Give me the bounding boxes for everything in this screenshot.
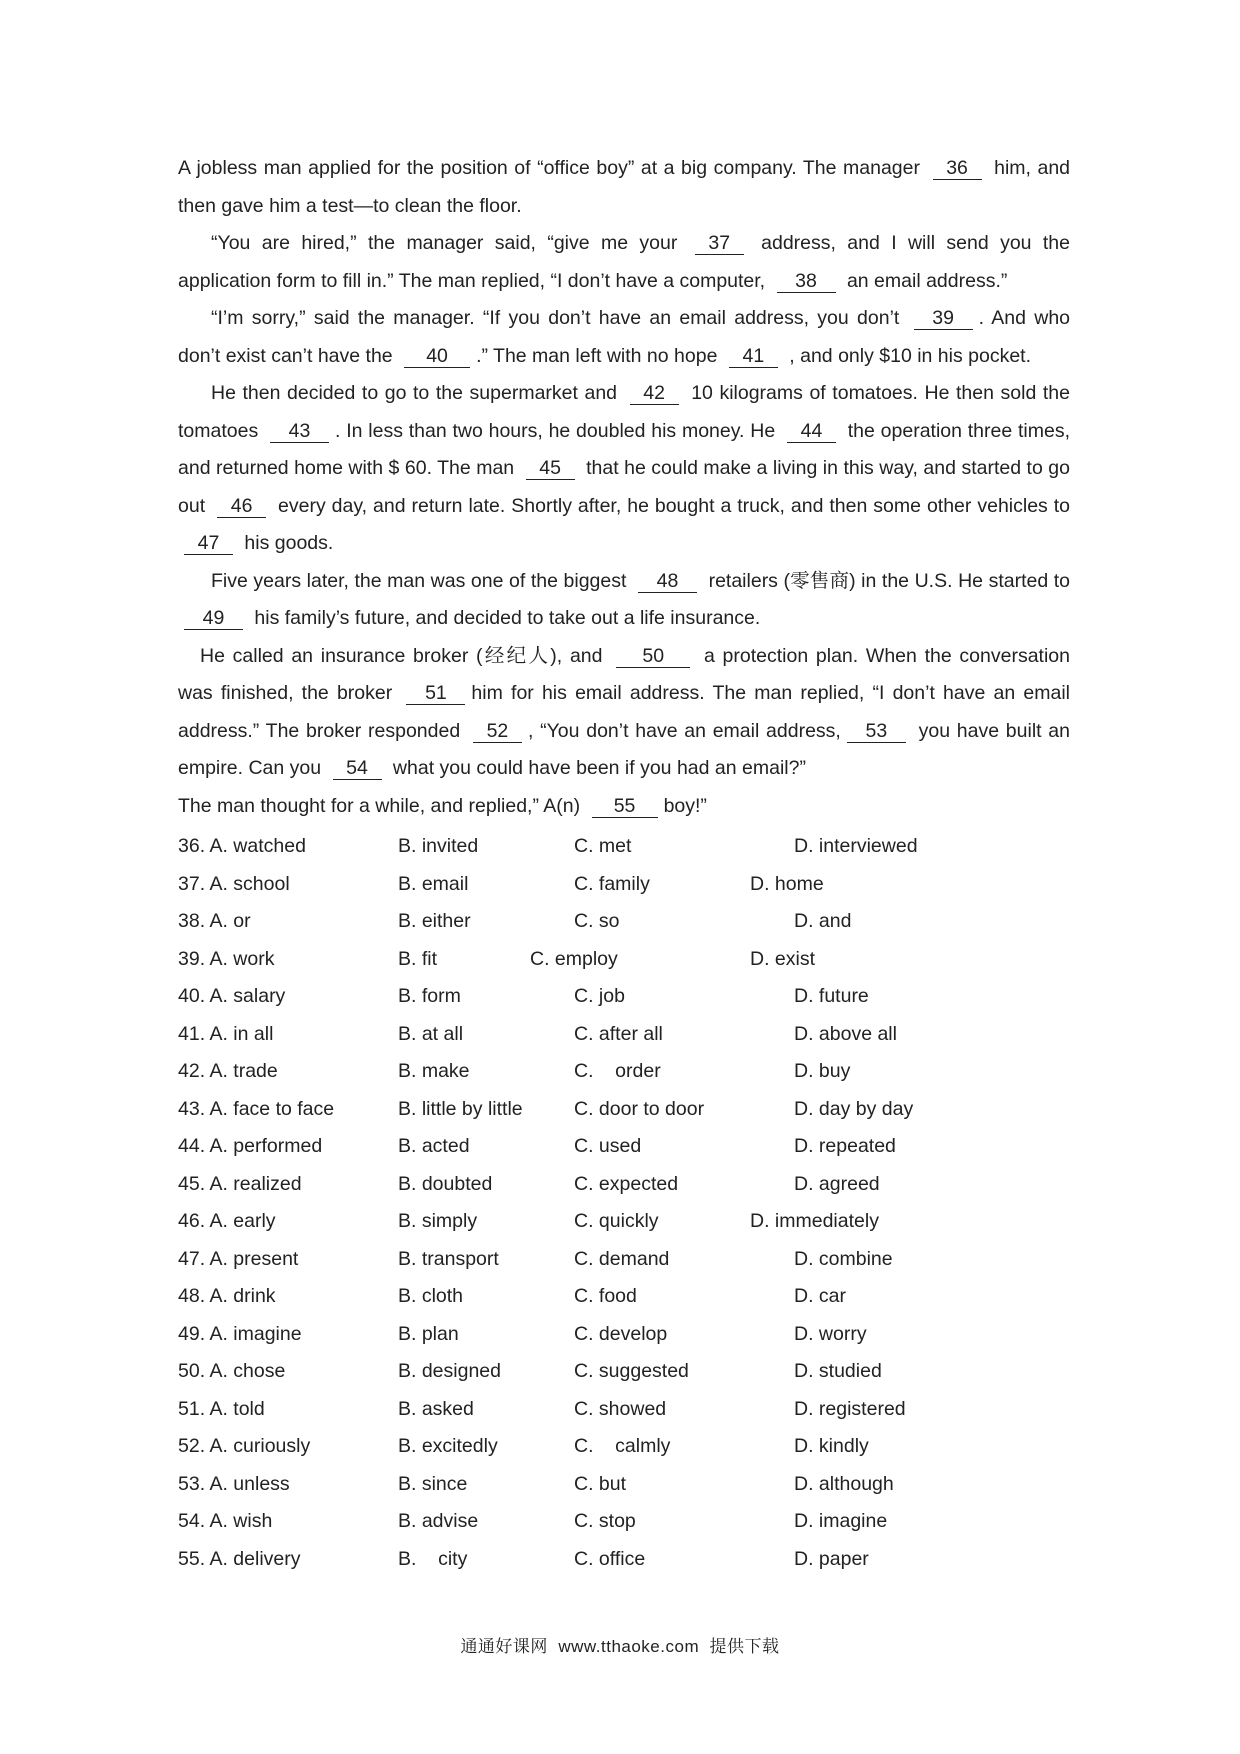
- option-d: D. immediately: [750, 1210, 879, 1232]
- blank-54: 54: [333, 757, 382, 780]
- passage-text: The man thought for a while, and replied,” A(n): [178, 794, 581, 817]
- blank-52: 52: [473, 720, 522, 743]
- option-d: D. and: [794, 910, 852, 932]
- option-c: C. suggested: [574, 1360, 689, 1382]
- option-a: 40. A. salary: [178, 985, 286, 1007]
- option-d: D. interviewed: [794, 835, 918, 857]
- passage-text: boy!”: [663, 794, 707, 817]
- blank-44: 44: [787, 420, 836, 443]
- passage-text: what you could have been if you had an email?”: [392, 757, 806, 779]
- option-c: C. family: [574, 872, 650, 895]
- option-d: D. although: [794, 1472, 894, 1495]
- passage-paragraph-1: [178, 150, 1070, 225]
- blank-41: 41: [729, 345, 778, 368]
- option-d: D. combine: [794, 1247, 893, 1270]
- option-c: C. quickly: [574, 1210, 659, 1232]
- passage-text: retailers (零售商) in the U.S. He started to: [708, 569, 1071, 592]
- option-a: 39. A. work: [178, 947, 275, 970]
- passage-paragraph-3: [178, 300, 1070, 375]
- options-row-54: [178, 1503, 1070, 1541]
- option-c: C. so: [574, 910, 620, 932]
- option-d: D. future: [794, 985, 869, 1007]
- option-a: 53. A. unless: [178, 1472, 290, 1495]
- options-row-45: [178, 1166, 1070, 1204]
- option-b: B. simply: [398, 1210, 478, 1232]
- blank-46: 46: [217, 495, 266, 518]
- options-row-51: [178, 1391, 1070, 1429]
- option-d: D. buy: [794, 1060, 851, 1082]
- option-d: D. above all: [794, 1022, 897, 1045]
- option-d: D. home: [750, 872, 824, 895]
- passage-text: every day, and return late. Shortly after, he bought a truck, and then some other vehicles to: [278, 494, 1071, 517]
- passage-text: the operation three times, and returned home with $ 60. The man: [178, 419, 1070, 479]
- options-row-49: [178, 1316, 1070, 1354]
- blank-50: 50: [616, 645, 690, 668]
- blank-42: 42: [630, 382, 679, 405]
- options-row-55: [178, 1541, 1070, 1579]
- option-b: B. advise: [398, 1510, 479, 1532]
- passage-text: “I’m sorry,” said the manager. “If you don’t have an email address, you don’t: [211, 307, 900, 329]
- option-c: C. order: [574, 1060, 661, 1082]
- option-d: D. repeated: [794, 1135, 896, 1157]
- option-a: 46. A. early: [178, 1210, 276, 1232]
- worksheet-page: [178, 150, 1070, 1578]
- passage-paragraph-4: [178, 375, 1070, 563]
- option-b: B. asked: [398, 1397, 474, 1420]
- options-row-52: [178, 1428, 1070, 1466]
- option-d: D. worry: [794, 1322, 867, 1345]
- option-a: 44. A. performed: [178, 1135, 323, 1157]
- options-row-40: [178, 978, 1070, 1016]
- options-row-50: [178, 1353, 1070, 1391]
- options-row-48: [178, 1278, 1070, 1316]
- option-c: C. job: [574, 985, 625, 1007]
- option-b: B. little by little: [398, 1097, 523, 1120]
- passage-text: He then decided to go to the supermarket and: [211, 382, 618, 404]
- option-b: B. form: [398, 985, 461, 1007]
- option-b: B. cloth: [398, 1285, 464, 1307]
- blank-49: 49: [184, 607, 243, 630]
- options-row-37: [178, 866, 1070, 904]
- blank-53: 53: [847, 720, 906, 743]
- option-b: B. either: [398, 910, 471, 932]
- blank-36: 36: [933, 157, 982, 180]
- option-c: C. develop: [574, 1322, 668, 1345]
- blank-47: 47: [184, 532, 233, 555]
- passage-text: a protection plan. When the conversation was finished, the broker: [178, 644, 1070, 704]
- passage-text: an email address.”: [846, 269, 1008, 292]
- passage-text: Five years later, the man was one of the biggest: [211, 569, 627, 592]
- option-b: B. invited: [398, 835, 479, 857]
- passage-text: .” The man left with no hope: [476, 344, 718, 367]
- passage-paragraph-7: [178, 788, 1070, 826]
- answer-options-list: [178, 828, 1070, 1578]
- option-b: B. plan: [398, 1322, 459, 1345]
- option-d: D. registered: [794, 1397, 906, 1420]
- blank-55: 55: [592, 795, 658, 818]
- blank-39: 39: [914, 307, 973, 330]
- passage-text: him, and then gave him a test—to clean the floor.: [178, 157, 1071, 217]
- passage-text: A jobless man applied for the position of “office boy” at a big company. The manager: [178, 157, 920, 179]
- options-row-36: [178, 828, 1070, 866]
- blank-48: 48: [638, 570, 697, 593]
- passage-text: , and only $10 in his pocket.: [789, 344, 1032, 367]
- page-footer-watermark: 通通好课网 www.tthaoke.com 提供下载: [460, 1637, 780, 1656]
- option-c: C. office: [574, 1547, 646, 1570]
- option-b: B. since: [398, 1472, 468, 1495]
- option-a: 36. A. watched: [178, 835, 306, 857]
- option-b: B. at all: [398, 1022, 464, 1045]
- options-row-38: [178, 903, 1070, 941]
- option-c: C. employ: [530, 947, 618, 970]
- option-a: 50. A. chose: [178, 1360, 286, 1382]
- option-d: D. exist: [750, 947, 816, 970]
- option-b: B. transport: [398, 1247, 499, 1270]
- option-a: 55. A. delivery: [178, 1547, 301, 1570]
- passage-text: He called an insurance broker (经纪人), and: [200, 644, 603, 667]
- passage-text: “You are hired,” the manager said, “give me your: [211, 232, 678, 254]
- option-d: D. imagine: [794, 1510, 888, 1532]
- options-row-46: [178, 1203, 1070, 1241]
- passage-text: that he could make a living in this way, and started to go out: [178, 457, 1070, 517]
- option-c: C. demand: [574, 1247, 670, 1270]
- option-a: 52. A. curiously: [178, 1435, 311, 1457]
- option-c: C. door to door: [574, 1097, 705, 1120]
- option-c: C. stop: [574, 1510, 636, 1532]
- blank-51: 51: [406, 682, 465, 705]
- option-c: C. calmly: [574, 1435, 671, 1457]
- option-a: 37. A. school: [178, 872, 290, 895]
- passage-text: his family’s future, and decided to take out a life insurance.: [254, 607, 761, 629]
- passage-text: . In less than two hours, he doubled his money. He: [335, 419, 776, 442]
- options-row-43: [178, 1091, 1070, 1129]
- option-d: D. paper: [794, 1547, 869, 1570]
- option-b: B. city: [398, 1547, 468, 1570]
- passage-text: . And who don’t exist can’t have the: [178, 307, 1071, 367]
- blank-43: 43: [270, 420, 329, 443]
- passage-text: 10 kilograms of tomatoes. He then sold the tomatoes: [178, 382, 1070, 442]
- passage-text: you have built an empire. Can you: [178, 719, 1070, 779]
- option-a: 47. A. present: [178, 1247, 299, 1270]
- passage-text: him for his email address. The man replied, “I don’t have an email address.” The broker responded: [178, 682, 1070, 742]
- option-b: B. excitedly: [398, 1435, 498, 1457]
- option-a: 48. A. drink: [178, 1285, 276, 1307]
- option-c: C. after all: [574, 1022, 663, 1045]
- passage-text: , “You don’t have an email address,: [527, 719, 841, 742]
- option-b: B. doubted: [398, 1172, 493, 1195]
- option-b: B. designed: [398, 1360, 501, 1382]
- option-a: 41. A. in all: [178, 1022, 274, 1045]
- passage-text: address, and I will send you the application form to fill in.” The man replied, “I don’t have a computer,: [178, 232, 1070, 292]
- option-a: 54. A. wish: [178, 1510, 273, 1532]
- options-row-42: [178, 1053, 1070, 1091]
- option-c: C. met: [574, 835, 632, 857]
- options-row-47: [178, 1241, 1070, 1279]
- option-b: B. acted: [398, 1135, 470, 1157]
- options-row-44: [178, 1128, 1070, 1166]
- blank-45: 45: [526, 457, 575, 480]
- option-c: C. showed: [574, 1397, 667, 1420]
- passage-text: his goods.: [244, 532, 334, 554]
- blank-38: 38: [777, 270, 836, 293]
- options-row-39: [178, 941, 1070, 979]
- blank-37: 37: [695, 232, 744, 255]
- options-row-41: [178, 1016, 1070, 1054]
- option-b: B. make: [398, 1060, 470, 1082]
- option-c: C. used: [574, 1135, 642, 1157]
- passage-paragraph-6: [178, 638, 1070, 788]
- option-a: 42. A. trade: [178, 1060, 278, 1082]
- passage-paragraph-5: [178, 563, 1070, 638]
- option-a: 49. A. imagine: [178, 1322, 302, 1345]
- options-row-53: [178, 1466, 1070, 1504]
- option-d: D. day by day: [794, 1097, 914, 1120]
- option-a: 43. A. face to face: [178, 1097, 335, 1120]
- option-d: D. kindly: [794, 1435, 869, 1457]
- option-a: 51. A. told: [178, 1397, 265, 1420]
- option-b: B. fit: [398, 947, 438, 970]
- option-a: 38. A. or: [178, 910, 251, 932]
- option-d: D. car: [794, 1285, 847, 1307]
- option-c: C. expected: [574, 1172, 679, 1195]
- option-c: C. food: [574, 1285, 637, 1307]
- option-d: D. agreed: [794, 1172, 880, 1195]
- option-b: B. email: [398, 872, 469, 895]
- option-d: D. studied: [794, 1360, 882, 1382]
- option-a: 45. A. realized: [178, 1172, 302, 1195]
- blank-40: 40: [404, 345, 470, 368]
- passage-paragraph-2: [178, 225, 1070, 300]
- option-c: C. but: [574, 1472, 627, 1495]
